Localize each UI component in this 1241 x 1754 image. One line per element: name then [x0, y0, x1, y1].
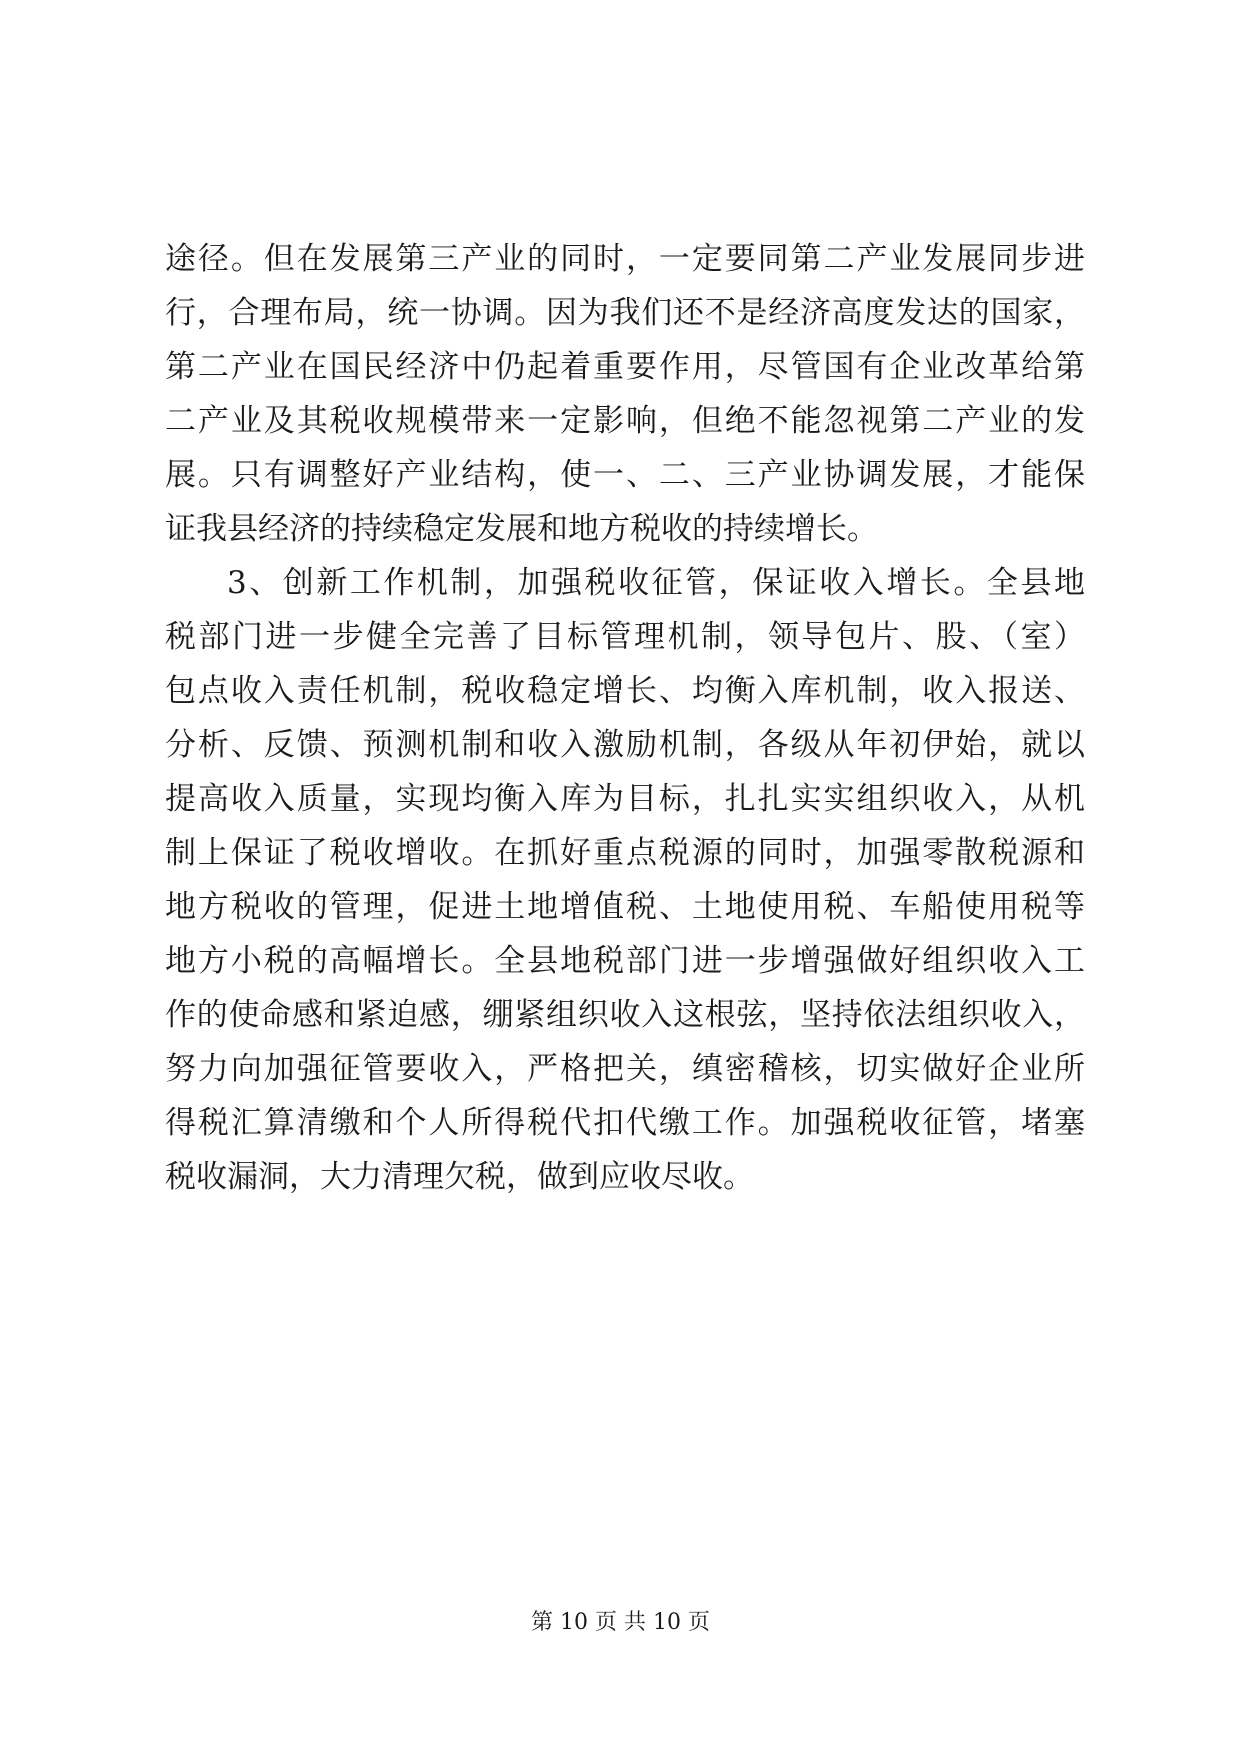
- paragraph-2-line-9: 作的使命感和紧迫感，绷紧组织收入这根弦，坚持依法组织收入，: [165, 997, 1085, 1033]
- paragraph-1-line-1: 途径。但在发展第三产业的同时，一定要同第二产业发展同步进: [165, 241, 1085, 277]
- paragraph-2-line-7: 地方税收的管理，促进土地增值税、土地使用税、车船使用税等: [165, 889, 1085, 925]
- document-body: [165, 232, 1085, 1204]
- paragraph-2-line-8: 地方小税的高幅增长。全县地税部门进一步增强做好组织收入工: [165, 943, 1085, 979]
- page-number-footer: 第 10 页 共 10 页: [531, 1610, 710, 1635]
- paragraph-2-line-1: 3、创新工作机制，加强税收征管，保证收入增长。全县地: [227, 565, 1085, 601]
- paragraph-2-line-12: 税收漏洞，大力清理欠税，做到应收尽收。: [165, 1159, 754, 1195]
- paragraph-1-line-5: 展。只有调整好产业结构，使一、二、三产业协调发展，才能保: [165, 457, 1085, 493]
- paragraph-1-line-3: 第二产业在国民经济中仍起着重要作用，尽管国有企业改革给第: [165, 349, 1085, 385]
- paragraph-2-line-2: 税部门进一步健全完善了目标管理机制，领导包片、股、（室）: [165, 619, 1085, 655]
- paragraph-2-line-6: 制上保证了税收增收。在抓好重点税源的同时，加强零散税源和: [165, 835, 1085, 871]
- paragraph-1-line-4: 二产业及其税收规模带来一定影响，但绝不能忽视第二产业的发: [165, 403, 1085, 439]
- paragraph-2-line-10: 努力向加强征管要收入，严格把关，缜密稽核，切实做好企业所: [165, 1051, 1085, 1087]
- paragraph-1-line-2: 行，合理布局，统一协调。因为我们还不是经济高度发达的国家，: [165, 295, 1085, 331]
- paragraph-2-line-4: 分析、反馈、预测机制和收入激励机制，各级从年初伊始，就以: [165, 727, 1085, 763]
- paragraph-1-line-6: 证我县经济的持续稳定发展和地方税收的持续增长。: [165, 511, 878, 547]
- paragraph-2-line-5: 提高收入质量，实现均衡入库为目标，扎扎实实组织收入，从机: [165, 781, 1085, 817]
- paragraph-2-line-3: 包点收入责任机制，税收稳定增长、均衡入库机制，收入报送、: [165, 673, 1085, 709]
- paragraph-2-line-11: 得税汇算清缴和个人所得税代扣代缴工作。加强税收征管，堵塞: [165, 1105, 1085, 1141]
